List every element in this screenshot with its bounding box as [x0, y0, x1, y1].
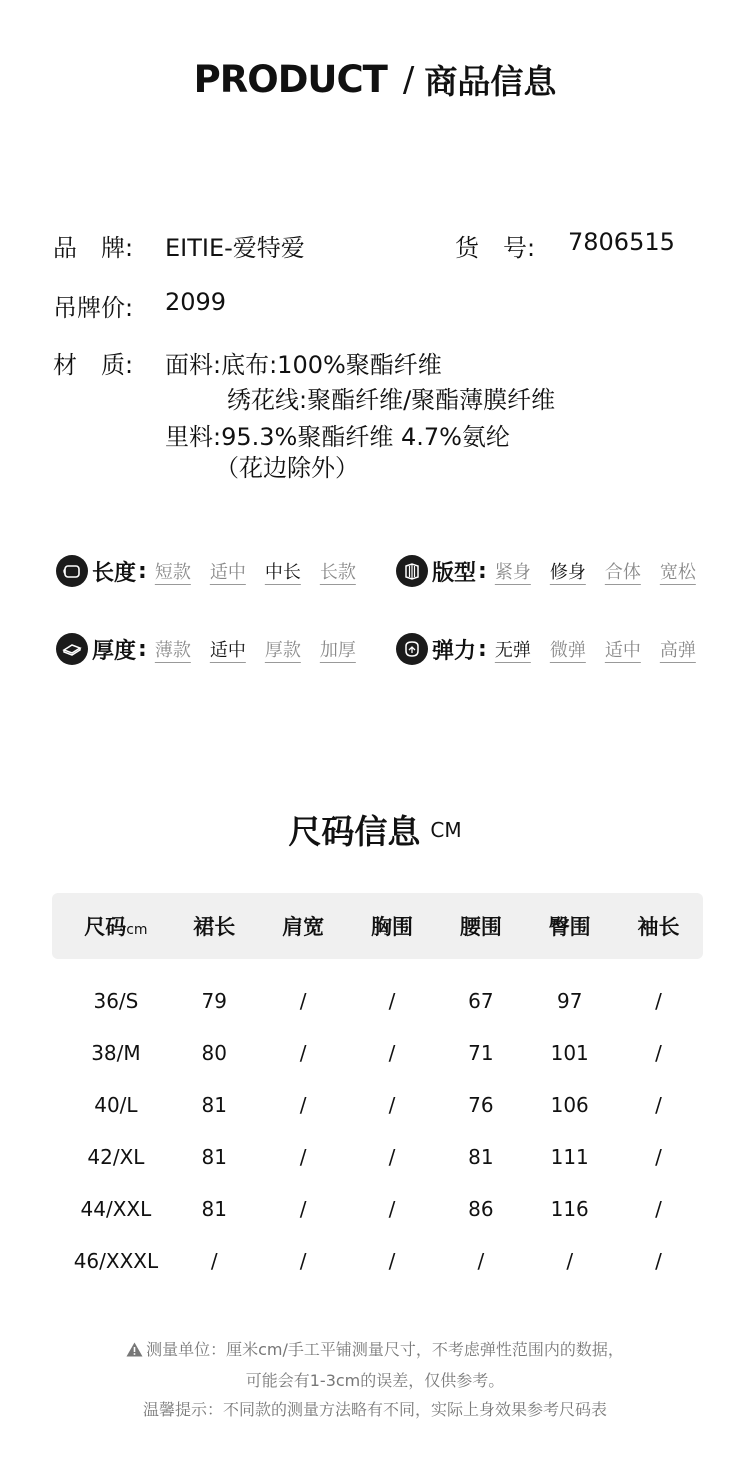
table-cell: 116 — [550, 1197, 589, 1221]
table-cell: / — [388, 989, 396, 1013]
thickness-option: 厚款 — [264, 640, 301, 661]
page-title — [0, 56, 750, 103]
size-table — [52, 893, 703, 1287]
fit-option: 合体 — [604, 562, 641, 583]
table-cell: / — [210, 1249, 218, 1273]
header-cell: 胸围 — [370, 915, 413, 939]
elasticity-label: 弹力 — [432, 638, 477, 664]
fit-icon — [396, 555, 428, 587]
table-row — [52, 975, 703, 1027]
material-row — [53, 345, 653, 485]
size-info-unit: CM — [430, 817, 462, 842]
table-cell: / — [655, 1041, 662, 1065]
header-cell: 肩宽 — [282, 915, 325, 939]
table-cell: / — [299, 989, 307, 1013]
size-info-heading — [0, 806, 750, 853]
table-cell: 81 — [468, 1145, 494, 1169]
fit-option: 宽松 — [659, 562, 696, 583]
elasticity-option: 高弹 — [659, 640, 696, 661]
table-cell: 36/S — [93, 989, 139, 1013]
table-cell: 97 — [556, 989, 583, 1013]
table-cell: / — [388, 1197, 396, 1221]
table-cell: 101 — [550, 1041, 589, 1065]
note-line-1: 测量单位：厘米cm/手工平铺测量尺寸，不考虑弹性范围内的数据， — [0, 1335, 750, 1366]
thickness-icon — [56, 633, 88, 665]
table-cell: / — [655, 989, 662, 1013]
thickness-option: 薄款 — [154, 640, 191, 661]
length-option: 长款 — [319, 562, 356, 583]
table-cell: / — [477, 1249, 485, 1273]
thickness-label: 厚度 — [92, 638, 137, 664]
elasticity-icon — [396, 633, 428, 665]
material-line: 绣花线:聚酯纤维/聚酯薄膜纤维 — [227, 386, 556, 414]
page-title-en: PRODUCT — [193, 58, 387, 101]
length-label: 长度 — [92, 560, 137, 586]
length-attribute: 长度 : 短款 适中 中长 长款 — [56, 553, 356, 589]
item-no-label: 货 号: — [455, 234, 536, 262]
length-option: 短款 — [154, 562, 191, 583]
table-cell: / — [388, 1093, 396, 1117]
table-cell: 40/L — [94, 1093, 138, 1117]
length-option: 中长 — [264, 562, 301, 583]
elasticity-option: 微弹 — [549, 640, 586, 661]
table-cell: / — [299, 1041, 307, 1065]
thickness-option: 适中 — [209, 640, 246, 661]
header-cell: 臀围 — [548, 915, 591, 939]
size-table-body — [52, 975, 703, 1287]
fit-option: 修身 — [549, 562, 586, 583]
fit-label: 版型 — [432, 560, 477, 586]
elasticity-option: 无弹 — [494, 640, 531, 661]
table-cell: 111 — [550, 1145, 589, 1169]
table-cell: / — [388, 1249, 396, 1273]
table-cell: / — [388, 1145, 396, 1169]
table-cell: / — [655, 1249, 662, 1273]
table-cell: 86 — [468, 1197, 494, 1221]
thickness-option: 加厚 — [319, 640, 356, 661]
length-option: 适中 — [209, 562, 246, 583]
title-separator: / — [402, 59, 415, 100]
header-cell-size: 尺码cm — [84, 915, 148, 939]
price-value: 2099 — [165, 288, 227, 316]
table-cell: / — [299, 1249, 307, 1273]
table-row — [52, 1079, 703, 1131]
table-cell: / — [299, 1197, 307, 1221]
brand-label: 品 牌: — [53, 234, 134, 262]
brand-value: EITIE-爱特爱 — [165, 234, 305, 262]
note-line-3: 温馨提示：不同款的测量方法略有不同，实际上身效果参考尺码表 — [142, 1400, 607, 1419]
table-cell: 38/M — [91, 1041, 141, 1065]
table-cell: / — [655, 1093, 662, 1117]
table-cell: 106 — [550, 1093, 589, 1117]
fit-option: 紧身 — [494, 562, 531, 583]
table-cell: / — [299, 1145, 307, 1169]
table-cell: 67 — [468, 989, 494, 1013]
material-line: 里料:95.3%聚酯纤维 4.7%氨纶 — [165, 423, 510, 451]
note-line-2: 可能会有1-3cm的误差，仅供参考。 — [245, 1371, 505, 1390]
table-cell: 42/XL — [87, 1145, 145, 1169]
elasticity-option: 适中 — [604, 640, 641, 661]
brand-row — [53, 228, 693, 260]
material-line: （花边除外） — [215, 454, 359, 482]
table-cell: 79 — [201, 989, 227, 1013]
warning-icon — [126, 1337, 143, 1366]
table-cell: / — [299, 1093, 307, 1117]
table-cell: 81 — [201, 1093, 227, 1117]
material-line: 面料:底布:100%聚酯纤维 — [165, 351, 442, 379]
size-info-title: 尺码信息 — [288, 812, 421, 851]
fit-attribute: 版型 : 紧身 修身 合体 宽松 — [396, 553, 696, 589]
table-cell: / — [655, 1197, 662, 1221]
price-label: 吊牌价: — [53, 294, 134, 322]
thickness-attribute: 厚度 : 薄款 适中 厚款 加厚 — [56, 631, 356, 667]
table-cell: 71 — [468, 1041, 494, 1065]
length-icon — [56, 555, 88, 587]
table-row — [52, 1235, 703, 1287]
page-title-cn: 商品信息 — [424, 62, 557, 101]
material-label: 材 质: — [53, 351, 134, 379]
header-cell: 裙长 — [193, 915, 236, 939]
table-cell: / — [388, 1041, 396, 1065]
item-no-value: 7806515 — [568, 228, 675, 256]
price-row — [53, 288, 353, 320]
header-cell: 腰围 — [459, 915, 502, 939]
table-cell: / — [566, 1249, 574, 1273]
size-table-header — [52, 893, 703, 959]
header-cell: 袖长 — [637, 915, 680, 939]
attributes-row-2 — [56, 631, 716, 667]
table-cell: 81 — [201, 1145, 227, 1169]
table-cell: / — [655, 1145, 662, 1169]
table-cell: 81 — [201, 1197, 227, 1221]
table-row — [52, 1131, 703, 1183]
table-cell: 76 — [468, 1093, 494, 1117]
elasticity-attribute: 弹力 : 无弹 微弹 适中 高弹 — [396, 631, 696, 667]
table-cell: 46/XXXL — [73, 1249, 159, 1273]
measurement-notes — [0, 1335, 750, 1424]
table-row — [52, 1183, 703, 1235]
attributes-row-1 — [56, 553, 716, 589]
table-cell: 44/XXL — [80, 1197, 152, 1221]
table-row — [52, 1027, 703, 1079]
table-cell: 80 — [201, 1041, 227, 1065]
